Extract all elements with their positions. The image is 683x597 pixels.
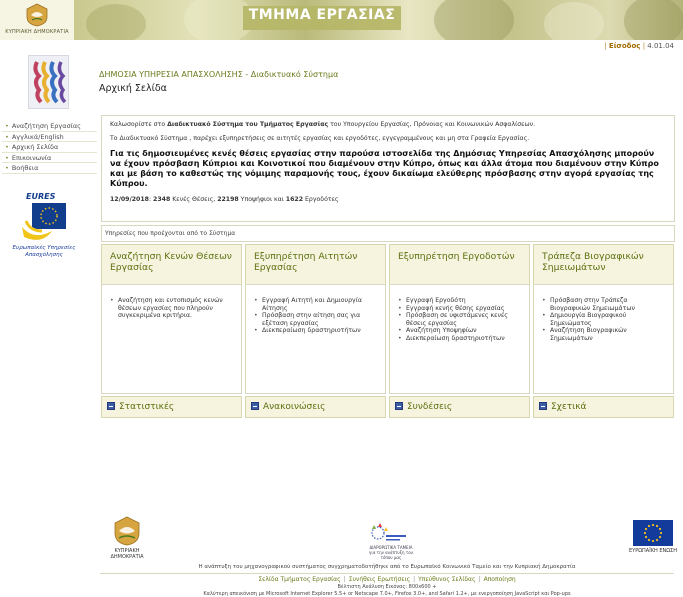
list-item: • Αναζήτηση Υποψηφίων [398,327,523,335]
footer-link-label: Σχετικά [551,402,587,412]
list-item: • Αναζήτηση και εντοπισμός κενών θέσεων εργασίας που πληρούν συγκεκριμένα κριτήρια. [110,297,235,320]
sidebar-item-label: Επικοινωνία [11,153,52,162]
list-item: • Διεκπεραίωση δραστηριοτήτων [254,327,379,335]
link-separator: | [343,576,346,583]
browser-note: Καλύτερη απεικόνιση με Microsoft Internet Explorer 5.5+ or Netscape 7.0+, Firefox 3.0+, and Safari 1.2+, με ενεργοποίηση JavaScript και Pop-ups [203,591,571,597]
cyprus-emblem-icon [25,3,49,27]
about-link[interactable] [533,396,674,418]
emblem-container [0,0,74,40]
site-logo[interactable] [28,55,69,109]
bullet-icon: • [5,164,9,172]
footer-link-disclaimer[interactable]: Αποποίηση [483,576,516,583]
footer-cyprus-logo [107,515,147,563]
bullet-icon: • [5,153,9,162]
card-title-job-search[interactable]: Αναζήτηση Κενών Θέσεων Εργασίας [101,244,242,285]
cofunding-notice: Η ανάπτυξη του μηχανογραφικού συστήματος συγχρηματοδοτήθηκε από το Ευρωπαϊκό Κοινωνικό Ταμείο και την Κυπριακή Δημοκρατία [198,564,576,570]
intro-panel [101,115,675,222]
card-body-job-search [101,284,242,394]
resolution-note: Βέλτιστη Ανάλυση Εικόνας: 800x600 + [337,584,437,590]
eu-stars-icon [633,520,673,546]
login-link[interactable]: Είσοδος [608,42,641,50]
top-link-separator: | [604,42,607,50]
eu-flag-icon [633,520,673,546]
site-banner [0,0,683,40]
stats-employers: 1622 [285,196,304,203]
sidebar-item-label: Βοήθεια [11,164,39,172]
bullet-icon: • [5,132,9,141]
services-heading: Υπηρεσίες που προέχονται από το Σύστημα [101,225,675,242]
sidebar-item-home[interactable] [2,142,97,153]
footer-link-label: Στατιστικές [119,402,175,412]
footer-links [100,576,674,583]
stats-vacancies-label: Κενές Θέσεις, [170,196,218,203]
bullet-icon: • [5,143,9,151]
welcome-pre: Καλωσορίστε στο [110,121,168,128]
sidebar-item-english[interactable] [2,132,97,143]
footer-structural-funds-label: ΔΙΑΡΘΡΩΤΙΚΑ ΤΑΜΕΙΑ για την ανάπτυξη του τόπου μας [369,545,413,560]
structural-funds-icon [364,521,414,545]
list-item: • Εγγραφή κενής θέσης εργασίας [398,305,523,313]
list-item: • Εγγραφή Αιτητή και Δημιουργία Αίτησης [254,297,379,312]
list-item: • Πρόσβαση σε υφιστάμενες κενές θέσεις εργασίας [398,312,523,327]
card-body-cv-bank [533,284,674,394]
footer-link-webmaster[interactable]: Υπεύθυνος Σελίδας [418,576,476,583]
card-title-employers[interactable]: Εξυπηρέτηση Εργοδοτών [389,244,530,285]
square-bullet-icon [539,402,547,410]
top-links [604,42,674,50]
welcome-text [110,121,666,128]
square-bullet-icon [251,402,259,410]
list-item: • Αναζήτηση Βιογραφικών Σημειωμάτων [542,327,667,342]
welcome-post: του Υπουργείου Εργασίας, Πρόνοιας και Κοινωνικών Ασφαλίσεων. [328,121,536,128]
eures-label: EURES [26,192,56,201]
sidebar-item-label: Αγγλικά/English [11,132,64,141]
top-link-separator-2: | [642,42,646,50]
card-body-applicants [245,284,386,394]
eures-caption: Ευρωπαϊκές Υπηρεσίες Απασχόλησης [12,245,76,258]
stats-candidates: 22198 [217,196,239,203]
footer-link-label: Ανακοινώσεις [263,402,326,412]
link-separator: | [478,576,481,583]
sidebar-item-label: Αναζήτηση Εργασίας [11,122,81,130]
dsa-logo-icon [29,56,70,110]
footer-eu-logo [629,520,677,560]
access-notice: Για τις δημοσιευμένες κενές θέσεις εργασίας στην παρούσα ιστοσελίδα της Δημόσιας Υπηρεσίας Απασχόλησης μπορούν να έχουν πρόσβαση Κύπριοι και Κοινοτικοί που διαμένουν στην Κύπρο, όπως και άλλα άτομα που διαμένουν στην Κύπρο και με βάση το καθεστώς της νόμιμης παραμονής τους, έχουν δικαίωμα ελεύθερης πρόσβασης στην αγορά εργασίας της Κύπρου. [110,149,659,188]
sidebar-nav [2,121,97,174]
stats-employers-label: Εργοδότες [303,196,339,203]
footer-link-department[interactable]: Σελίδα Τμήματος Εργασίας [258,576,341,583]
version-number: 4.01.04 [647,42,674,50]
list-item: • Διεκπεραίωση δραστηριοτήτων [398,335,523,343]
square-bullet-icon [107,402,115,410]
stats-date: 12/09/2018 [110,196,149,203]
list-item: • Πρόσβαση στην αίτηση σας για εξέταση εργασίας [254,312,379,327]
card-body-employers [389,284,530,394]
banner-title: ΤΜΗΜΑ ΕΡΓΑΣΙΑΣ [248,7,396,23]
cyprus-emblem-icon [107,515,147,547]
footer-divider [100,573,674,574]
eures-logo[interactable] [12,192,74,266]
welcome-bold: Διαδικτυακό Σύστημα του Τμήματος Εργασίας [167,121,329,128]
footer-link-faq[interactable]: Συνήθεις Ερωτήσεις [348,576,411,583]
statistics-link[interactable] [101,396,242,418]
sidebar-item-label: Αρχική Σελίδα [11,143,59,151]
footer-cyprus-label: ΚΥΠΡΙΑΚΗ ΔΗΜΟΚΡΑΤΙΑ [110,548,144,560]
sidebar-item-job-search[interactable] [2,121,97,132]
stats-candidates-label: Υποψήφιοι και [238,196,286,203]
footer-link-label: Συνδέσεις [407,402,453,412]
card-title-applicants[interactable]: Εξυπηρέτηση Αιτητών Εργασίας [245,244,386,285]
footer-eu-label: ΕΥΡΩΠΑΪΚΗ ΕΝΩΣΗ [629,548,677,554]
emblem-caption: ΚΥΠΡΙΑΚΗ ΔΗΜΟΚΡΑΤΙΑ [5,29,69,35]
announcements-link[interactable] [245,396,386,418]
page-title: Αρχική Σελίδα [99,83,167,94]
sidebar-item-contact[interactable] [2,153,97,164]
eures-emblem-icon [20,201,70,245]
links-link[interactable] [389,396,530,418]
sidebar-item-help[interactable] [2,163,97,174]
footer-structural-funds-logo [364,521,414,560]
square-bullet-icon [395,402,403,410]
list-item: • Εγγραφή Εργοδότη [398,297,523,305]
list-item: • Πρόσβαση στην Τράπεζα Βιογραφικών Σημειωμάτων [542,297,667,312]
list-item: • Δημιουργία Βιογραφικού Σημειώματος [542,312,667,327]
link-separator: | [413,576,416,583]
agency-title: ΔΗΜΟΣΙΑ ΥΠΗΡΕΣΙΑ ΑΠΑΣΧΟΛΗΣΗΣ - Διαδικτυακό Σύστημα [99,70,339,79]
description-text: Το Διαδικτυακό Σύστημα , παρέχει εξυπηρετήσεις σε αιτητές εργασίας και εργοδότες, εγγεγραμμένους και μη στα Γραφεία Εργασίας. [110,135,530,142]
statistics-line: 12/09/2018: 2348 Κενές Θέσεις, 22198 Υποψήφιοι και 1622 Εργοδότες [110,196,339,203]
bullet-icon: • [5,122,9,130]
stats-vacancies: 2348 [153,196,171,203]
card-title-cv-bank[interactable]: Τράπεζα Βιογραφικών Σημειωμάτων [533,244,674,285]
